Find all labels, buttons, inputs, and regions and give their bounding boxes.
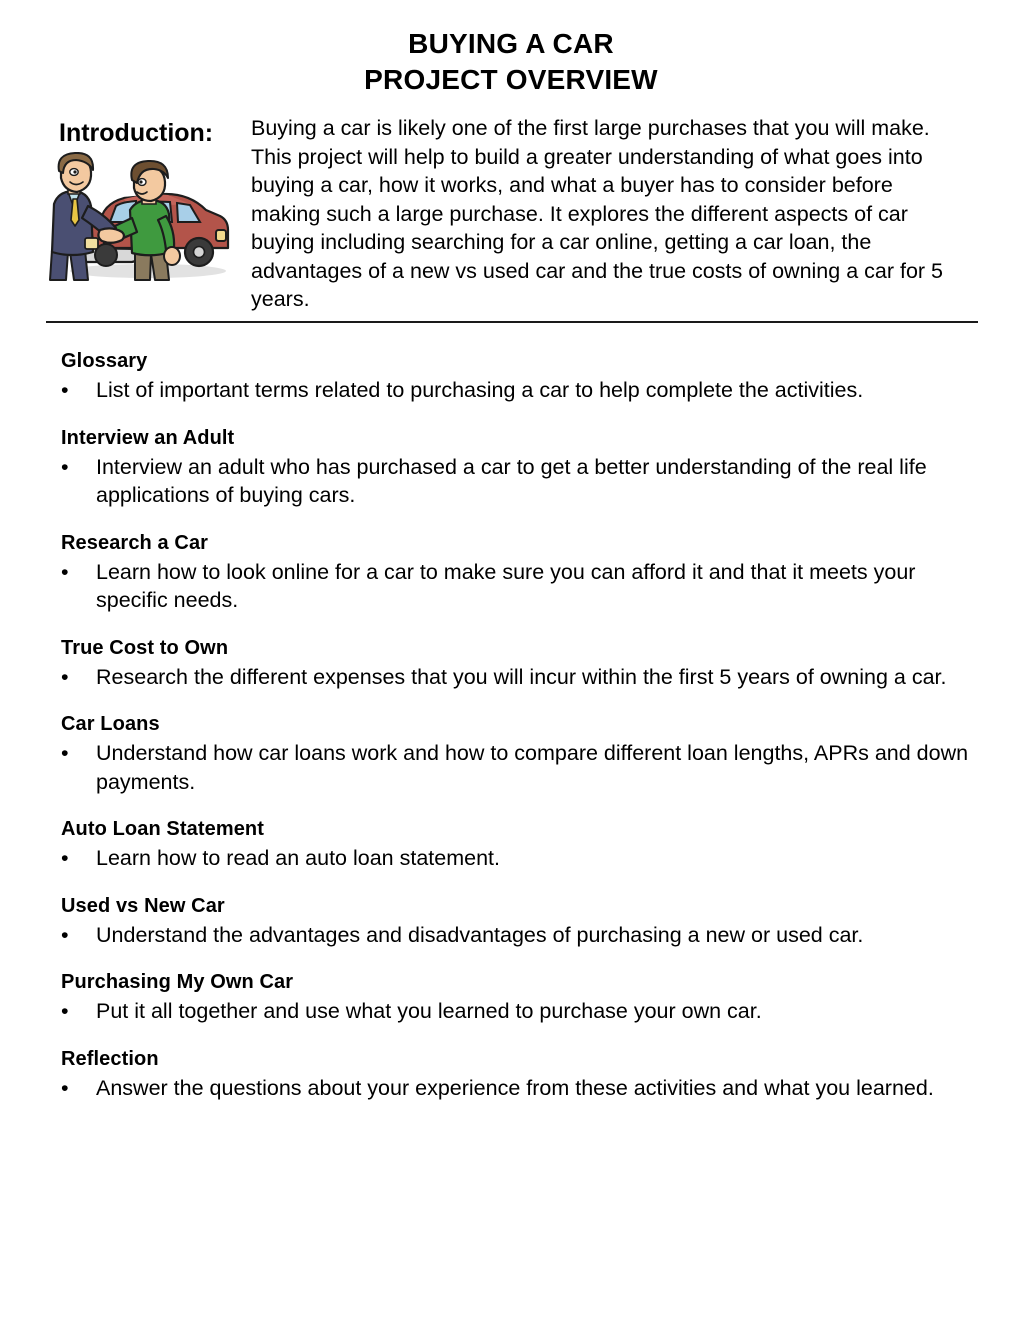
bullet-icon: • — [61, 378, 69, 402]
list-item-text: Put it all together and use what you learned to purchase your own car. — [96, 999, 762, 1023]
list-item-text: Learn how to read an auto loan statement. — [96, 846, 500, 870]
introduction-label: Introduction: — [59, 119, 214, 147]
bullet-icon: • — [61, 999, 69, 1023]
section-heading: Used vs New Car — [61, 894, 225, 917]
bullet-icon: • — [61, 1075, 69, 1100]
bullet-icon: • — [61, 741, 69, 765]
section-heading: Interview an Adult — [61, 426, 235, 449]
section-heading: Purchasing My Own Car — [61, 971, 294, 993]
section-heading: Auto Loan Statement — [61, 818, 265, 840]
section-heading: Car Loans — [61, 713, 160, 735]
list-item-text: Interview an adult who has purchased a car to get a better understanding of the real life applications of buying cars. — [96, 454, 927, 507]
title-line-2: PROJECT OVERVIEW — [364, 64, 658, 95]
section-auto-loan-statement — [0, 817, 1022, 873]
section-research-a-car — [0, 531, 1022, 615]
title-line-1: BUYING A CAR — [408, 28, 614, 59]
activities-list — [0, 349, 1022, 1123]
section-car-loans — [0, 712, 1022, 796]
bullet-icon: • — [61, 454, 69, 479]
list-item — [0, 374, 1022, 405]
bullet-icon: • — [61, 846, 69, 870]
list-item — [0, 556, 1022, 615]
section-reflection — [0, 1047, 1022, 1103]
list-item — [0, 842, 1022, 873]
list-item — [0, 451, 1022, 510]
section-interview-an-adult — [0, 426, 1022, 510]
section-heading: Reflection — [61, 1047, 159, 1070]
list-item-text: Answer the questions about your experience from these activities and what you learned. — [96, 1075, 934, 1100]
car-salesman-handshake-icon — [38, 152, 234, 282]
section-heading: Glossary — [61, 350, 148, 372]
section-heading: Research a Car — [61, 531, 209, 554]
list-item — [0, 919, 1022, 950]
page-title — [0, 26, 1022, 98]
section-divider — [46, 321, 978, 323]
section-heading: True Cost to Own — [61, 636, 229, 659]
section-true-cost-to-own — [0, 636, 1022, 692]
list-item-text: Understand the advantages and disadvantages of purchasing a new or used car. — [96, 922, 864, 947]
list-item — [0, 995, 1022, 1026]
list-item-text: Understand how car loans work and how to compare different loan lengths, APRs and down payments. — [96, 741, 969, 794]
list-item — [0, 661, 1022, 692]
section-used-vs-new-car — [0, 894, 1022, 950]
list-item — [0, 737, 1022, 796]
bullet-icon: • — [61, 559, 69, 584]
list-item-text: Research the different expenses that you will incur within the first 5 years of owning a car. — [96, 664, 947, 689]
section-glossary — [0, 349, 1022, 405]
list-item-text: List of important terms related to purchasing a car to help complete the activities. — [96, 378, 864, 402]
bullet-icon: • — [61, 664, 69, 689]
introduction-body: Buying a car is likely one of the first large purchases that you will make. This project will help to build a greater understanding of what goes into buying a car, how it works, and what a buyer has to consider before making such a large purchase. It explores the different aspects of car buying including searching for a car online, getting a car loan, the advantages of a new vs used car and the true costs of owning a car for 5 years. — [251, 116, 943, 311]
bullet-icon: • — [61, 922, 69, 947]
section-purchasing-my-own-car — [0, 970, 1022, 1026]
list-item-text: Learn how to look online for a car to make sure you can afford it and that it meets your specific needs. — [96, 559, 916, 612]
list-item — [0, 1072, 1022, 1103]
